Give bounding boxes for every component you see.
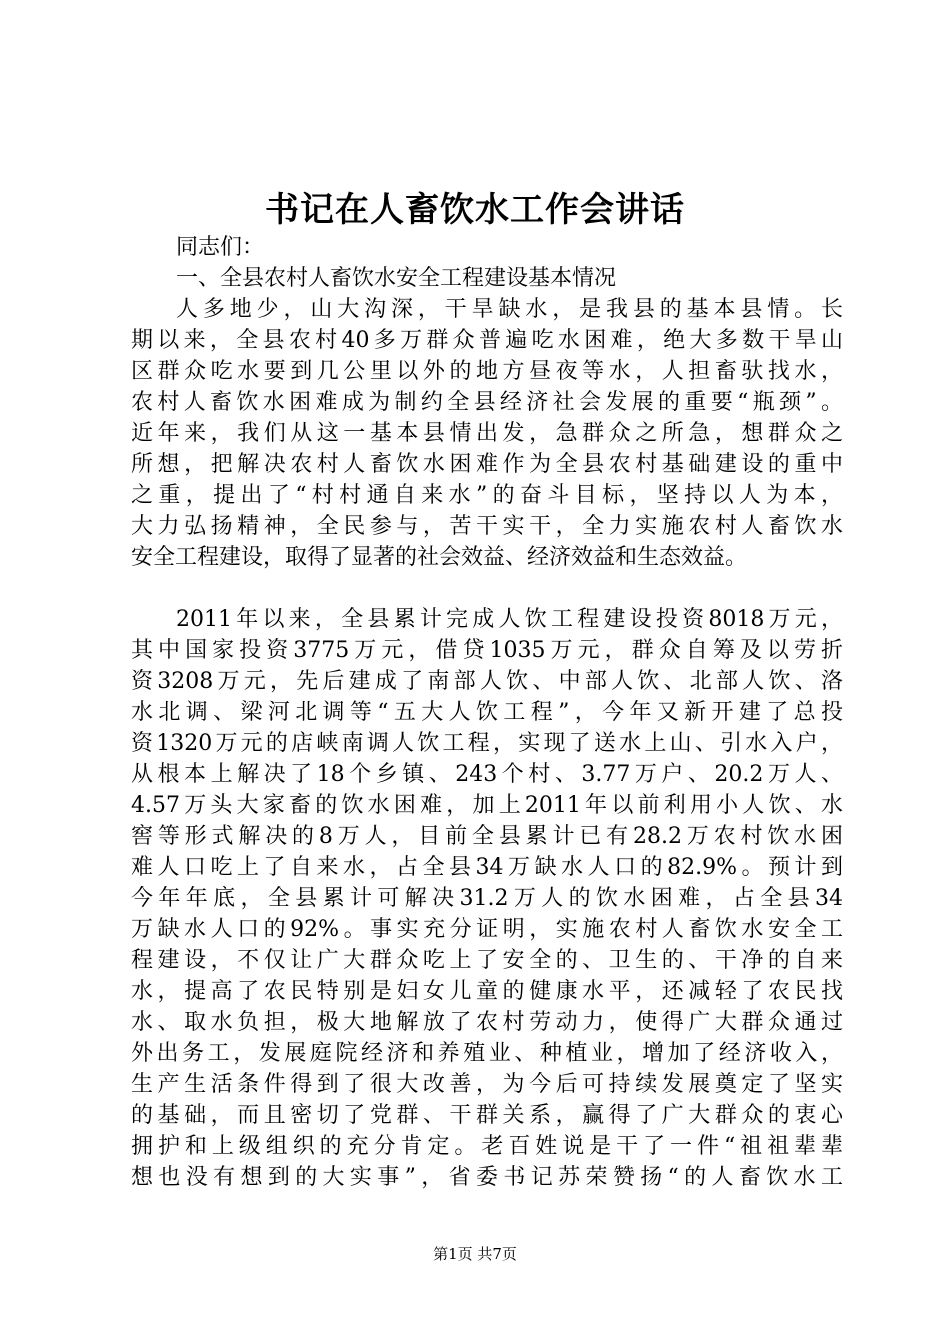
paragraph-line: 近年来，我们从这一基本县情出发，急群众之所急，想群众之 [131, 421, 843, 446]
paragraph-line: 资1320万元的店峡南调人饮工程，实现了送水上山、引水入户， [131, 731, 843, 756]
paragraph-line: 资3208万元，先后建成了南部人饮、中部人饮、北部人饮、洛 [131, 669, 843, 694]
paragraph-line: 难人口吃上了自来水，占全县34万缺水人口的82.9%。预计到 [131, 855, 843, 880]
paragraph-line: 程建设，不仅让广大群众吃上了安全的、卫生的、干净的自来 [131, 948, 843, 973]
paragraph-line: 安全工程建设，取得了显著的社会效益、经济效益和生态效益。 [131, 545, 748, 570]
paragraph-1 [131, 294, 843, 573]
paragraph-line: 想也没有想到的大实事”，省委书记苏荣赞扬“的人畜饮水工 [131, 1165, 843, 1190]
paragraph-line: 人多地少，山大沟深，干旱缺水，是我县的基本县情。长 [176, 297, 843, 322]
paragraph-line: 外出务工，发展庭院经济和养殖业、种植业，增加了经济收入， [131, 1041, 843, 1066]
paragraph-line: 大力弘扬精神，全民参与，苦干实干，全力实施农村人畜饮水 [131, 514, 843, 539]
paragraph-2 [131, 604, 843, 1193]
paragraph-line: 期以来，全县农村40多万群众普遍吃水困难，绝大多数干旱山 [131, 328, 843, 353]
paragraph-line: 其中国家投资3775万元，借贷1035万元，群众自筹及以劳折 [131, 638, 843, 663]
salutation: 同志们： [176, 235, 265, 260]
paragraph-line: 之重，提出了“村村通自来水”的奋斗目标，坚持以人为本， [131, 483, 843, 508]
document-body [131, 232, 843, 1193]
paragraph-line: 所想，把解决农村人畜饮水困难作为全县农村基础建设的重中 [131, 452, 843, 477]
paragraph-line: 窖等形式解决的8万人，目前全县累计已有28.2万农村饮水困 [131, 824, 843, 849]
paragraph-line: 水北调、梁河北调等“五大人饮工程”，今年又新开建了总投 [131, 700, 843, 725]
paragraph-line: 从根本上解决了18个乡镇、243个村、3.77万户、20.2万人、 [131, 762, 843, 787]
document-title: 书记在人畜饮水工作会讲话 [265, 190, 685, 230]
paragraph-line: 今年年底，全县累计可解决31.2万人的饮水困难，占全县34 [131, 886, 843, 911]
paragraph-line: 区群众吃水要到几公里以外的地方昼夜等水，人担畜驮找水， [131, 359, 843, 384]
paragraph-line: 2011年以来，全县累计完成人饮工程建设投资8018万元， [176, 607, 843, 632]
page-footer: 第1页 共7页 [433, 1245, 517, 1263]
paragraph-line: 的基础，而且密切了党群、干群关系，赢得了广大群众的衷心 [131, 1103, 843, 1128]
section-heading: 一、全县农村人畜饮水安全工程建设基本情况 [176, 266, 617, 291]
paragraph-line: 万缺水人口的92%。事实充分证明，实施农村人畜饮水安全工 [131, 917, 843, 942]
paragraph-gap [131, 573, 843, 604]
paragraph-line: 水，提高了农民特别是妇女儿童的健康水平，还减轻了农民找 [131, 979, 843, 1004]
paragraph-line: 水、取水负担，极大地解放了农村劳动力，使得广大群众通过 [131, 1010, 843, 1035]
paragraph-line: 生产生活条件得到了很大改善，为今后可持续发展奠定了坚实 [131, 1072, 843, 1097]
paragraph-line: 4.57万头大家畜的饮水困难，加上2011年以前利用小人饮、水 [131, 793, 843, 818]
paragraph-line: 农村人畜饮水困难成为制约全县经济社会发展的重要“瓶颈”。 [131, 390, 843, 415]
paragraph-line: 拥护和上级组织的充分肯定。老百姓说是干了一件“祖祖辈辈 [131, 1134, 843, 1159]
